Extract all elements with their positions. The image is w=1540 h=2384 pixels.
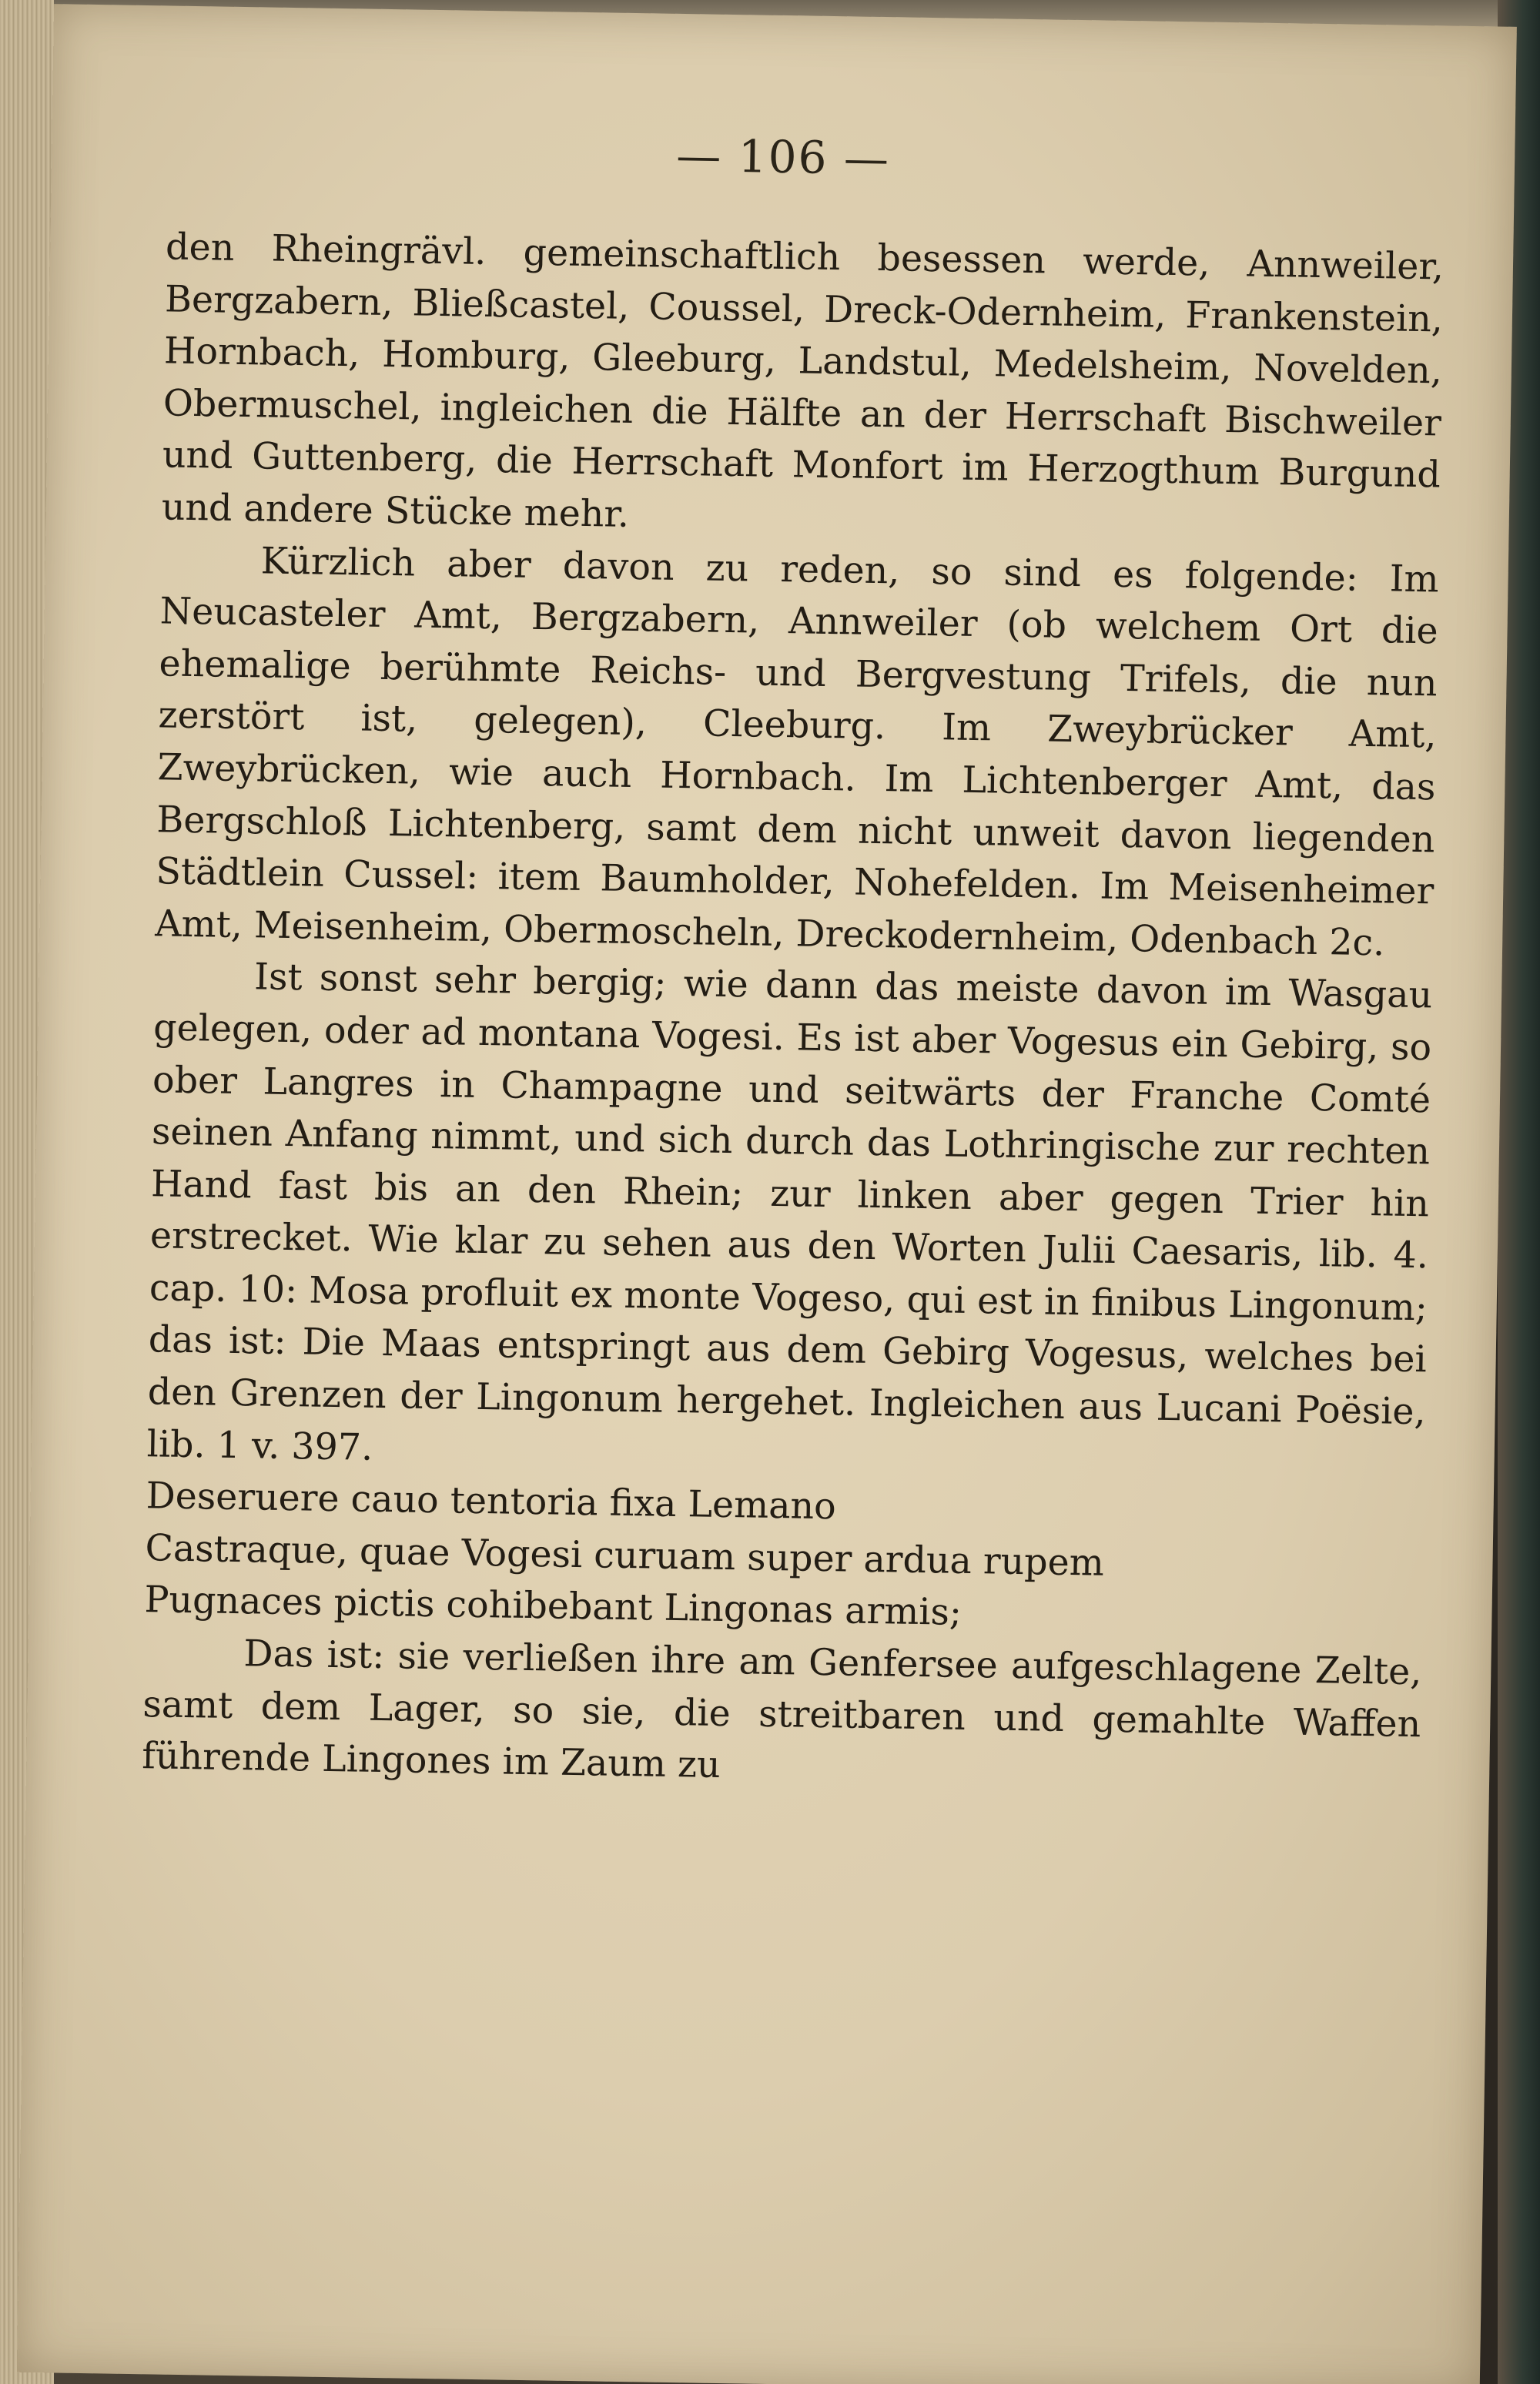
verse-line-3: Pugnaces pictis cohibebant Lingonas armis;	[144, 1579, 962, 1635]
paragraph-2: Kürzlich aber davon zu reden, so sind es folgende: Im Neucasteler Amt, Bergzabern, Annweiler (ob welchem Ort die ehemalige berühmte Reichs- und Bergvestung Trifels, die nun zerstört ist, gelegen), Cleeburg. Im Zweybrücker Amt, Zweybrücken, wie auch Hornbach. Im Lichtenberger Amt, das Bergschloß Lichtenberg, samt dem nicht unweit davon liegenden Städtlein Cussel: item Baumholder, Nohefelden. Im Meisenheimer Amt, Meisenheim, Obermoscheln, Dreckodernheim, Odenbach 2c.	[154, 539, 1440, 965]
verse-line-2: Castraque, quae Vogesi curuam super ardua rupem	[145, 1527, 1105, 1585]
book-page	[17, 4, 1517, 2384]
page-number: — 106 —	[675, 129, 891, 186]
paragraph-1: den Rheingrävl. gemeinschaftlich besessen werde, Annweiler, Bergzabern, Bließcastel, Coussel, Dreck-Odernheim, Frankenstein, Hornbach, Homburg, Gleeburg, Landstul, Medelsheim, Novelden, Obermuschel, ingleichen die Hälfte an der Herrschaft Bischweiler und Guttenberg, die Herrschaft Monfort im Herzogthum Burgund und andere Stücke mehr.	[161, 226, 1445, 536]
paragraph-4: Das ist: sie verließen ihre am Genfersee aufgeschlagene Zelte, samt dem Lager, so sie, die streitbaren und gemahlte Waffen führende Lingones im Zaum zu	[141, 1632, 1422, 1787]
page-body-text	[142, 221, 1445, 1803]
verse-line-1: Deseruere cauo tentoria fixa Lemano	[146, 1475, 837, 1529]
paragraph-3: Ist sonst sehr bergig; wie dann das meiste davon im Wasgau gelegen, oder ad montana Vogesi. Es ist aber Vogesus ein Gebirg, so ober Langres in Champagne und seitwärts der Franche Comté seinen Anfang nimmt, und sich durch das Lothringische zur rechten Hand fast bis an den Rhein; zur linken aber gegen Trier hin erstrecket. Wie klar zu sehen aus den Worten Julii Caesaris, lib. 4. cap. 10: Mosa profluit ex monte Vogeso, qui est in finibus Lingonum; das ist: Die Maas entspringt aus dem Gebirg Vogesus, welches bei den Grenzen der Lingonum hergehet. Ingleichen aus Lucani Poësie, lib. 1 v. 397.	[146, 956, 1433, 1469]
